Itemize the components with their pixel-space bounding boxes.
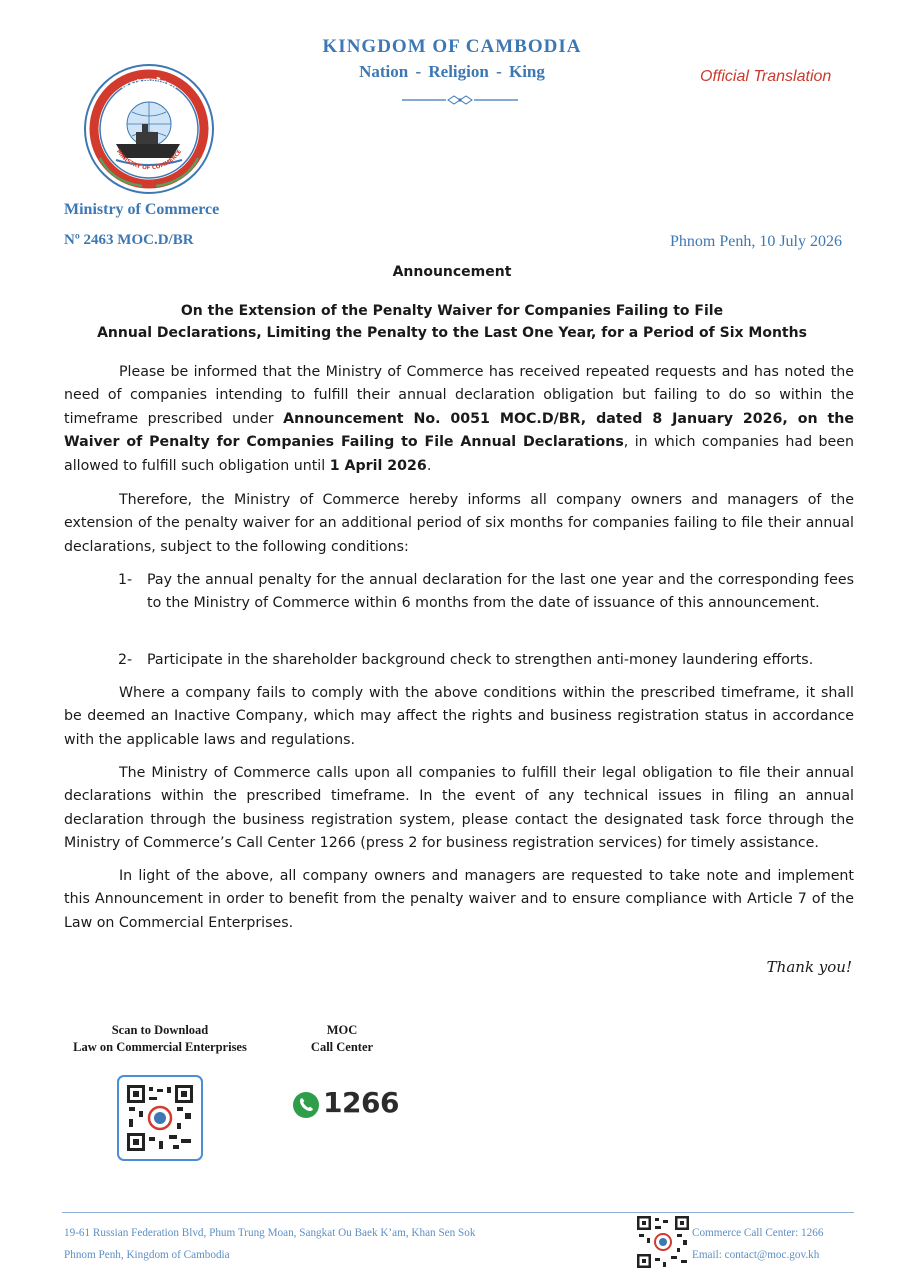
- paragraph-1-text-b: , in which companies had been allowed to fulfill such obligation until: [64, 434, 854, 474]
- subject-line-1: On the Extension of the Penalty Waiver for Companies Failing to File: [180, 303, 724, 319]
- paragraph-3: [64, 682, 854, 752]
- document-heading: Announcement: [392, 264, 512, 280]
- paragraph-1-date: 1 April 2026: [329, 457, 427, 474]
- scan-download-caption: [60, 1022, 260, 1056]
- scan-caption-line-1: Scan to Download: [111, 1023, 209, 1037]
- paragraph-4-text: The Ministry of Commerce calls upon all companies to fulfill their legal obligation to file their annual declarations within the prescribed timeframe. In the event of any technical issues in filing an annual declaration through the business registration system, please contact the designated task force through the Ministry of Commerce’s Call Center 1266 (press 2 for business registration services) for timely assistance.: [64, 765, 854, 852]
- footer-contact: [692, 1222, 823, 1266]
- reference-number: Nº 2463 MOC.D/BR: [64, 232, 194, 248]
- paragraph-1-text-c: .: [426, 457, 432, 474]
- paragraph-1: [64, 361, 854, 478]
- paragraph-1-reference: Announcement No. 0051 MOC.D/BR, dated 8 January 2026, on the Waiver of Penalty for Companies Failing to File Annual Declarations: [64, 410, 854, 451]
- footer-email[interactable]: Email: contact@moc.gov.kh: [692, 1249, 820, 1261]
- subject-line-2: Annual Declarations, Limiting the Penalty to the Last One Year, for a Period of Six Months: [97, 325, 807, 341]
- condition-number: 1-: [118, 572, 133, 588]
- paragraph-4: [64, 762, 854, 856]
- place-and-date: Phnom Penh, 10 July 2026: [669, 233, 842, 250]
- footer-qr-code-icon[interactable]: [637, 1216, 689, 1268]
- paragraph-3-text: Where a company fails to comply with the above conditions within the prescribed timeframe, it shall be deemed an Inactive Company, which may affect the rights and business registration status in accordance with the applicable laws and regulations.: [64, 685, 854, 748]
- seal-top-text: ក្រសួងពាណិជ្ជកម្ម: [120, 76, 178, 94]
- national-motto: Nation - Religion - King: [359, 62, 545, 81]
- condition-text: Pay the annual penalty for the annual declaration for the last one year and the corresponding fees to the Ministry of Commerce within 6 months from the date of issuance of this announcement.: [147, 572, 854, 612]
- call-center-caption: [292, 1022, 392, 1056]
- ornament-divider-icon: [402, 94, 518, 106]
- document-subject: [60, 300, 844, 344]
- paragraph-5: [64, 865, 854, 935]
- call-center-number[interactable]: 1266: [323, 1086, 399, 1119]
- footer-address: [64, 1222, 475, 1266]
- official-translation-label: Official Translation: [700, 68, 832, 85]
- condition-number: 2-: [118, 652, 133, 668]
- footer-address-line-2: Phnom Penh, Kingdom of Cambodia: [64, 1249, 230, 1261]
- condition-item: [118, 649, 854, 672]
- paragraph-5-text: In light of the above, all company owners and managers are requested to take note and implement this Announcement in order to benefit from the penalty waiver and to ensure compliance with Article 7 of the Law on Commercial Enterprises.: [64, 868, 854, 931]
- qr-code-icon: [127, 1085, 193, 1151]
- phone-icon: [292, 1091, 320, 1119]
- paragraph-2: [64, 489, 854, 559]
- condition-text: Participate in the shareholder background check to strengthen anti-money laundering efforts.: [147, 652, 814, 668]
- footer-call-center: Commerce Call Center: 1266: [692, 1227, 824, 1239]
- paragraph-2-text: Therefore, the Ministry of Commerce hereby informs all company owners and managers of the extension of the penalty waiver for an additional period of six months for companies failing to file their annual declarations, subject to the following conditions:: [64, 492, 854, 555]
- scan-caption-line-2: Law on Commercial Enterprises: [73, 1040, 247, 1054]
- footer-divider: [62, 1212, 854, 1213]
- kingdom-title: KINGDOM OF CAMBODIA: [322, 36, 582, 57]
- seal-bottom-text: MINISTRY OF COMMERCE: [114, 148, 184, 172]
- call-center-caption-line-1: MOC: [326, 1023, 358, 1037]
- law-download-qr[interactable]: [117, 1075, 203, 1161]
- paragraph-1-text-a: Please be informed that the Ministry of Commerce has received repeated requests and has noted the need of companies intending to fulfill their annual declaration obligation but failing to do so within the timeframe prescribed under: [64, 364, 854, 427]
- footer-address-line-1: 19-61 Russian Federation Blvd, Phum Trung Moan, Sangkat Ou Baek K’am, Khan Sen Sok: [64, 1227, 476, 1239]
- closing-thanks: Thank you!: [766, 958, 852, 976]
- ministry-seal-icon: [82, 62, 216, 196]
- ministry-name: Ministry of Commerce: [64, 201, 220, 218]
- call-center-caption-line-2: Call Center: [310, 1040, 374, 1054]
- condition-item: [118, 569, 854, 616]
